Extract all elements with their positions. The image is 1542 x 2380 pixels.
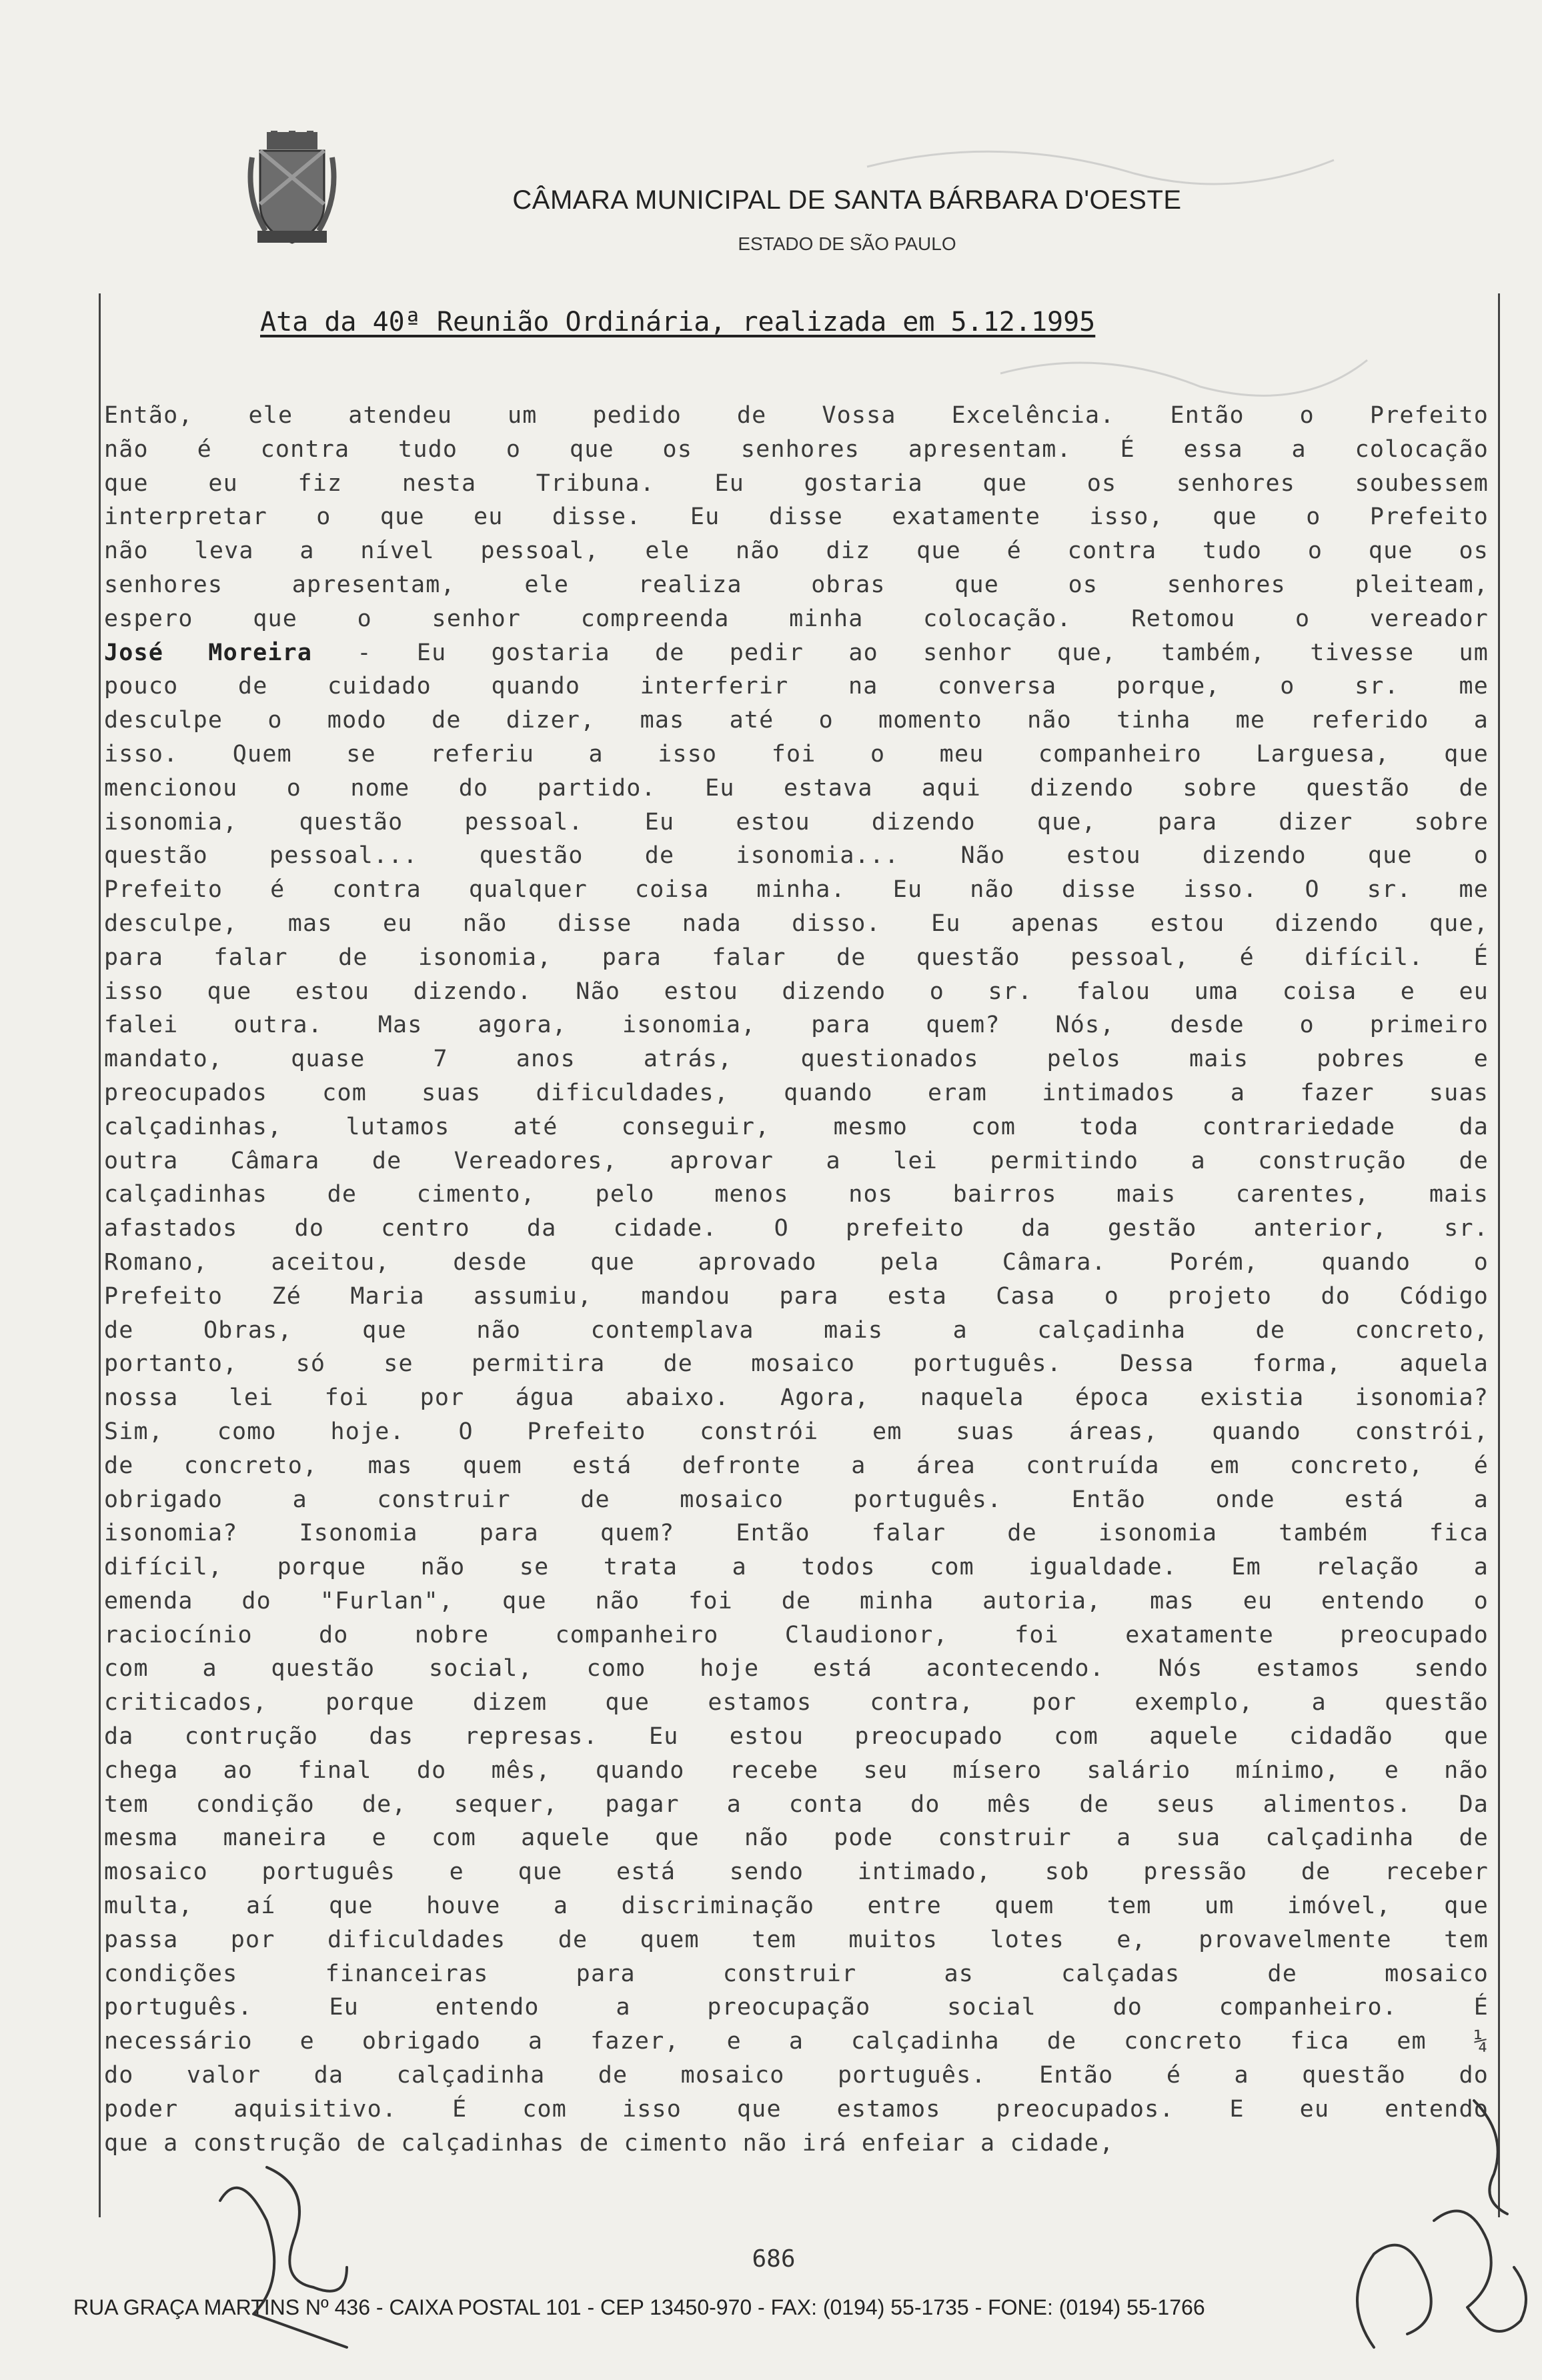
footer-address: RUA GRAÇA MARTINS Nº 436 - CAIXA POSTAL 101 - CEP 13450-970 - FAX: (0194) 55-1735 - FONE: (0194) 55-1766	[73, 2295, 1205, 2319]
text-line: que a construção de calçadinhas de cimento não irá enfeiar a cidade,	[104, 2129, 1114, 2157]
text-line: falei outra. Mas agora, isonomia, para quem? Nós, desde o primeiro	[104, 1012, 1489, 1039]
text-line: passa por dificuldades de quem tem muitos lotes e, provavelmente tem	[104, 1926, 1489, 1953]
text-line: tem condição de, sequer, pagar a conta do mês de seus alimentos. Da	[104, 1791, 1489, 1818]
page-number: 686	[752, 2245, 796, 2273]
text-line: necessário e obrigado a fazer, e a calçadinha de concreto fica em ¼	[104, 2028, 1489, 2055]
text-line: obrigado a construir de mosaico português. Então onde está a	[104, 1486, 1489, 1513]
text-line: para falar de isonomia, para falar de questão pessoal, é difícil. É	[104, 944, 1489, 971]
signature-bottom-right	[1357, 2211, 1526, 2347]
text-line: Prefeito Zé Maria assumiu, mandou para esta Casa o projeto do Código	[104, 1282, 1489, 1310]
text-line: da contrução das represas. Eu estou preocupado com aquele cidadão que	[104, 1723, 1489, 1750]
text-line: calçadinhas, lutamos até conseguir, mesmo com toda contrariedade da	[104, 1113, 1489, 1140]
text-line: português. Eu entendo a preocupação social do companheiro. É	[104, 1994, 1489, 2021]
text-line: mencionou o nome do partido. Eu estava aqui dizendo sobre questão de	[104, 774, 1489, 802]
text-line: questão pessoal... questão de isonomia... Não estou dizendo que o	[104, 842, 1489, 870]
minutes-body	[104, 399, 1489, 2160]
text-line: pouco de cuidado quando interferir na conversa porque, o sr. me	[104, 673, 1489, 700]
coat-of-arms-logo	[245, 131, 339, 251]
text-line: isonomia? Isonomia para quem? Então falar de isonomia também fica	[104, 1520, 1489, 1547]
text-line: poder aquisitivo. É com isso que estamos preocupados. E eu entendo	[104, 2095, 1489, 2123]
text-line: chega ao final do mês, quando recebe seu mísero salário mínimo, e não	[104, 1756, 1489, 1784]
text-line: emenda do "Furlan", que não foi de minha autoria, mas eu entendo o	[104, 1587, 1489, 1614]
text-line: do valor da calçadinha de mosaico português. Então é a questão do	[104, 2062, 1489, 2089]
text-line: afastados do centro da cidade. O prefeito da gestão anterior, sr.	[104, 1215, 1489, 1242]
text-line: desculpe o modo de dizer, mas até o momento não tinha me referido a	[104, 707, 1489, 734]
text-line: Romano, aceitou, desde que aprovado pela Câmara. Porém, quando o	[104, 1248, 1489, 1276]
text-line: condições financeiras para construir as calçadas de mosaico	[104, 1960, 1489, 1987]
text-line: interpretar o que eu disse. Eu disse exatamente isso, que o Prefeito	[104, 503, 1489, 531]
text-line: de concreto, mas quem está defronte a área contruída em concreto, é	[104, 1452, 1489, 1479]
text-line: senhores apresentam, ele realiza obras que os senhores pleiteam,	[104, 571, 1489, 598]
text-line: que eu fiz nesta Tribuna. Eu gostaria que os senhores soubessem	[104, 469, 1489, 497]
text-line: espero que o senhor compreenda minha colocação. Retomou o vereador	[104, 605, 1489, 632]
minutes-title: Ata da 40ª Reunião Ordinária, realizada em 5.12.1995	[260, 307, 1096, 337]
text-line: de Obras, que não contemplava mais a calçadinha de concreto,	[104, 1316, 1489, 1344]
text-line: com a questão social, como hoje está acontecendo. Nós estamos sendo	[104, 1655, 1489, 1682]
text-line: desculpe, mas eu não disse nada disso. Eu apenas estou dizendo que,	[104, 910, 1489, 937]
text-line: preocupados com suas dificuldades, quando eram intimados a fazer suas	[104, 1079, 1489, 1106]
text-line: nossa lei foi por água abaixo. Agora, naquela época existia isonomia?	[104, 1384, 1489, 1412]
signature-bottom-left	[220, 2167, 347, 2347]
text-line: isonomia, questão pessoal. Eu estou dizendo que, para dizer sobre	[104, 808, 1489, 836]
text-line: calçadinhas de cimento, pelo menos nos bairros mais carentes, mais	[104, 1181, 1489, 1208]
text-line: não é contra tudo o que os senhores apresentam. É essa a colocação	[104, 435, 1489, 463]
text-line: isso. Quem se referiu a isso foi o meu companheiro Larguesa, que	[104, 740, 1489, 768]
text-line: Sim, como hoje. O Prefeito constrói em suas áreas, quando constrói,	[104, 1418, 1489, 1445]
right-margin-rule	[1498, 293, 1500, 2217]
text-line: criticados, porque dizem que estamos contra, por exemplo, a questão	[104, 1689, 1489, 1716]
state-name: ESTADO DE SÃO PAULO	[738, 233, 956, 254]
text-line: isso que estou dizendo. Não estou dizendo o sr. falou uma coisa e eu	[104, 978, 1489, 1005]
text-line: difícil, porque não se trata a todos com igualdade. Em relação a	[104, 1554, 1489, 1581]
text-line: raciocínio do nobre companheiro Claudionor, foi exatamente preocupado	[104, 1621, 1489, 1648]
speaker-line	[104, 636, 1489, 670]
text-line: multa, aí que houve a discriminação entre quem tem um imóvel, que	[104, 1893, 1489, 1920]
text-line: mesma maneira e com aquele que não pode construir a sua calçadinha de	[104, 1825, 1489, 1852]
text-line: outra Câmara de Vereadores, aprovar a lei permitindo a construção de	[104, 1147, 1489, 1174]
speaker-text: - Eu gostaria de pedir ao senhor que, também, tivesse um	[312, 639, 1489, 666]
text-line: não leva a nível pessoal, ele não diz que é contra tudo o que os	[104, 537, 1489, 565]
speaker-name: José Moreira	[104, 639, 313, 666]
text-line: mandato, quase 7 anos atrás, questionados pelos mais pobres e	[104, 1046, 1489, 1073]
left-margin-rule	[99, 293, 101, 2217]
text-line: Então, ele atendeu um pedido de Vossa Excelência. Então o Prefeito	[104, 402, 1489, 429]
text-line: portanto, só se permitira de mosaico português. Dessa forma, aquela	[104, 1350, 1489, 1378]
text-line: Prefeito é contra qualquer coisa minha. Eu não disse isso. O sr. me	[104, 876, 1489, 904]
institution-name: CÂMARA MUNICIPAL DE SANTA BÁRBARA D'OESTE	[512, 185, 1182, 215]
text-line: mosaico português e que está sendo intimado, sob pressão de receber	[104, 1859, 1489, 1886]
